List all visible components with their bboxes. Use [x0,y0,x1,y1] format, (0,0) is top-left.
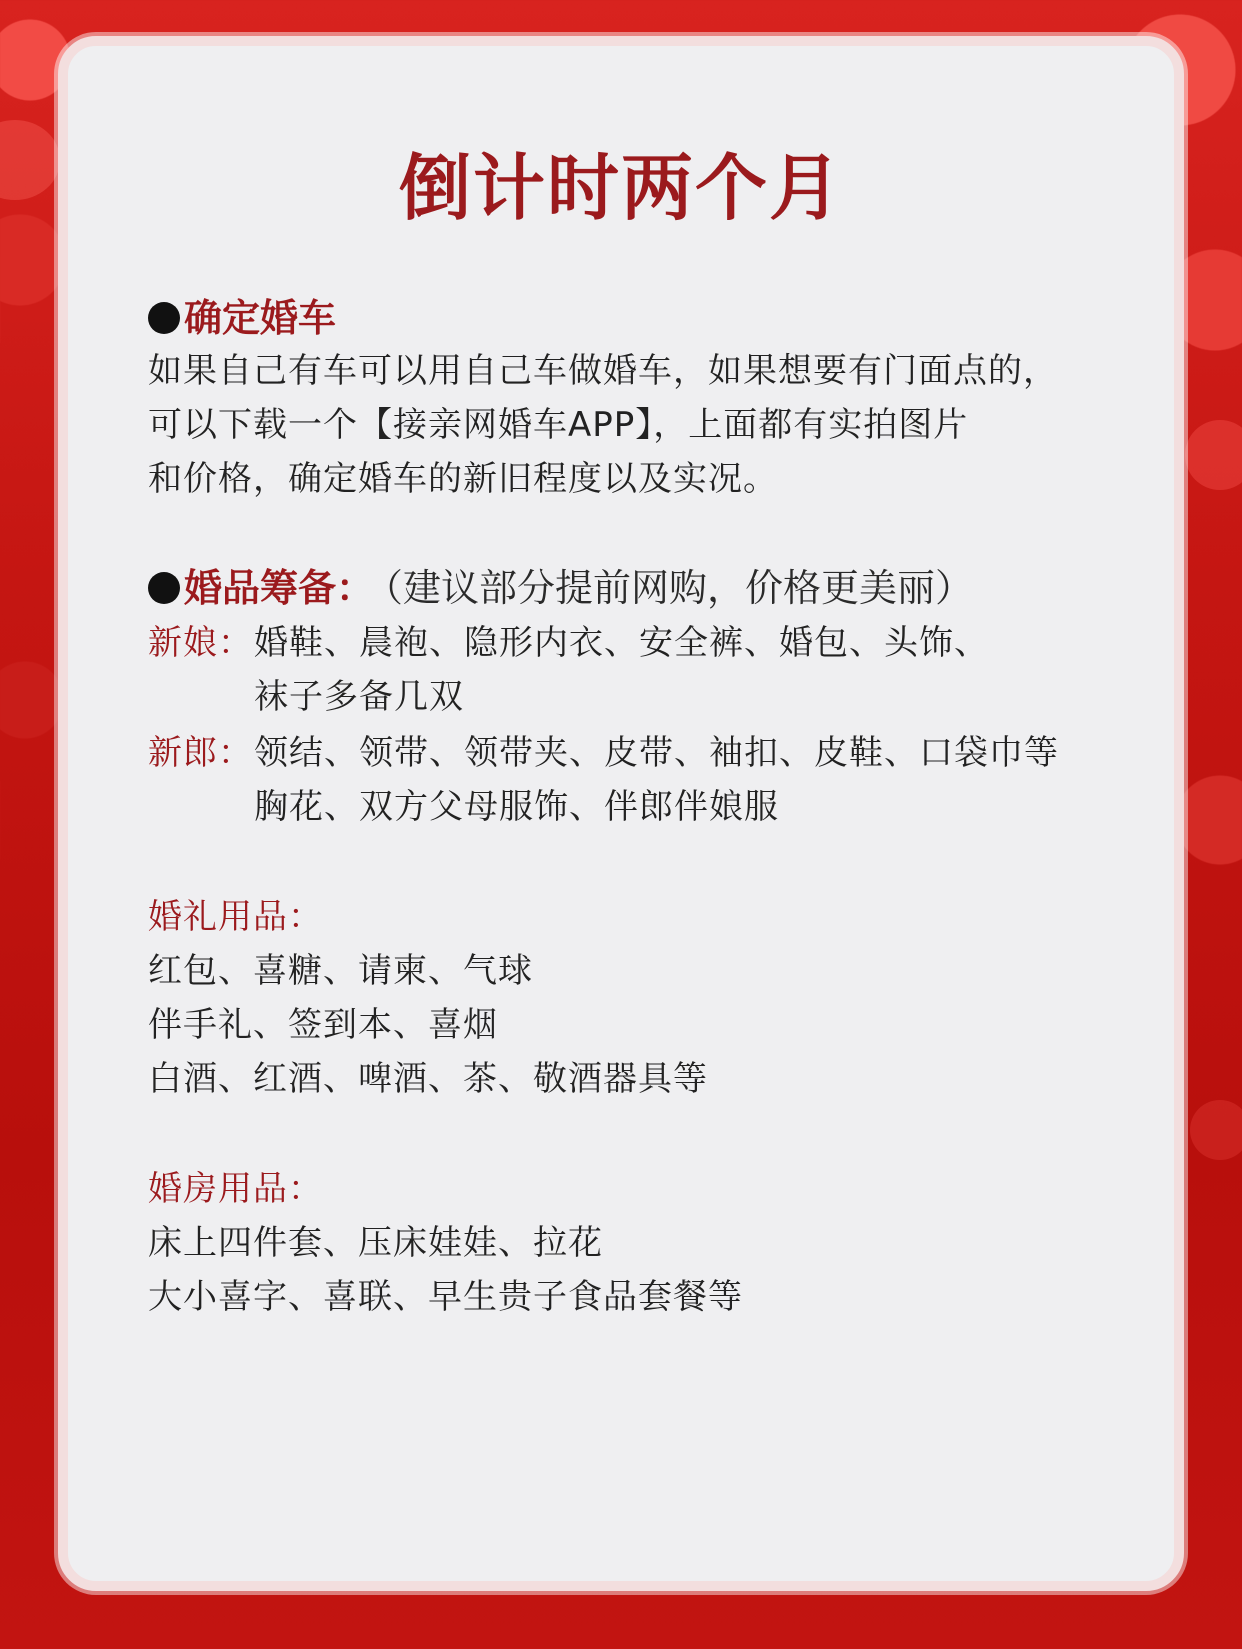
wedding-supplies-line: 红包、喜糖、请柬、气球 [148,951,533,991]
groom-items-line: 领结、领带、领带夹、皮带、袖扣、皮鞋、口袋巾等 [254,733,1059,773]
room-supplies-label: 婚房用品： [148,1169,323,1209]
background-heart-decoration [1185,420,1242,490]
background-heart-decoration [1190,1100,1242,1160]
wedding-supplies-label: 婚礼用品： [148,897,323,937]
section-heading-text: 确定婚车 [184,296,337,340]
paragraph-line: 和价格，确定婚车的新旧程度以及实况。 [148,459,778,499]
paragraph-line: 如果自己有车可以用自己车做婚车，如果想要有门面点的， [148,351,1058,391]
bullet-dot-icon [148,302,180,334]
bullet-dot-icon [148,572,180,604]
wedding-supplies-line: 伴手礼、签到本、喜烟 [148,1005,498,1045]
section-heading-text: 婚品筹备： [184,566,375,610]
content-card [58,36,1184,1591]
background-heart-decoration [0,120,60,200]
bride-label: 新娘： [148,623,253,663]
section-note: （建议部分提前网购，价格更美丽） [384,566,974,610]
wedding-supplies-line: 白酒、红酒、啤酒、茶、敬酒器具等 [148,1059,708,1099]
room-supplies-line: 床上四件套、压床娃娃、拉花 [148,1223,603,1263]
room-supplies-line: 大小喜字、喜联、早生贵子食品套餐等 [148,1277,743,1317]
bride-items-line: 袜子多备几双 [254,677,464,717]
groom-label: 新郎： [148,733,253,773]
groom-items-line: 胸花、双方父母服饰、伴郎伴娘服 [254,787,779,827]
section-heading-wedding-car [148,292,336,344]
bride-items-line: 婚鞋、晨袍、隐形内衣、安全裤、婚包、头饰、 [254,623,989,663]
paragraph-line: 可以下载一个【接亲网婚车APP】，上面都有实拍图片 [148,405,969,445]
section-heading-wedding-goods [148,562,973,614]
page-title: 倒计时两个月 [398,146,843,230]
